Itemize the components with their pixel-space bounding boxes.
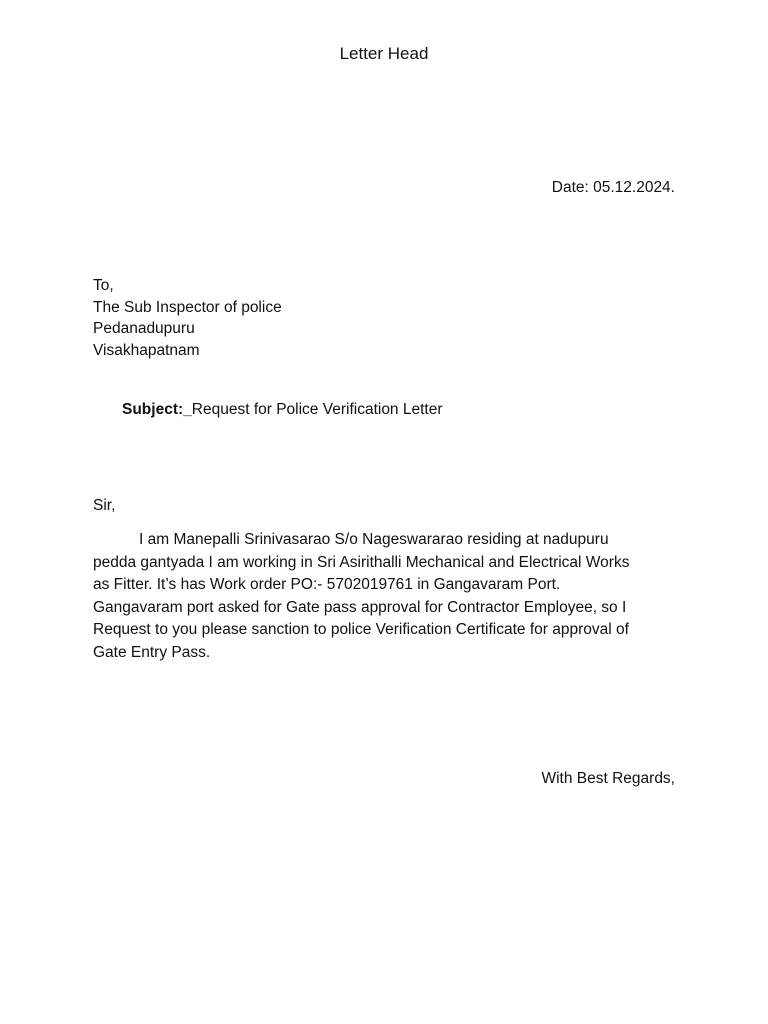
letter-body xyxy=(93,529,683,665)
body-line: as Fitter. It’s has Work order PO:- 5702019761 in Gangavaram Port. xyxy=(93,576,561,594)
body-line: I am Manepalli Srinivasarao S/o Nageswararao residing at nadupuru xyxy=(139,531,609,548)
letter-head-title: Letter Head xyxy=(339,44,429,63)
closing-regards: With Best Regards, xyxy=(541,770,675,787)
address-to: To, xyxy=(93,277,114,294)
salutation: Sir, xyxy=(93,497,116,514)
body-line: pedda gantyada I am working in Sri Asirithalli Mechanical and Electrical Works xyxy=(93,553,630,571)
subject-underscore: _ xyxy=(183,401,192,418)
body-line: Request to you please sanction to police Verification Certificate for approval of xyxy=(93,621,629,639)
recipient-address xyxy=(93,275,282,361)
subject-line xyxy=(122,401,443,419)
body-line: Gate Entry Pass. xyxy=(93,643,211,661)
address-line-1: The Sub Inspector of police xyxy=(93,298,282,316)
subject-label: Subject: xyxy=(122,401,184,418)
address-line-3: Visakhapatnam xyxy=(93,341,200,359)
subject-text: Request for Police Verification Letter xyxy=(191,401,443,418)
body-line: Gangavaram port asked for Gate pass approval for Contractor Employee, so I xyxy=(93,598,627,616)
letter-date: Date: 05.12.2024. xyxy=(551,179,675,196)
address-line-2: Pedanadupuru xyxy=(93,320,195,337)
